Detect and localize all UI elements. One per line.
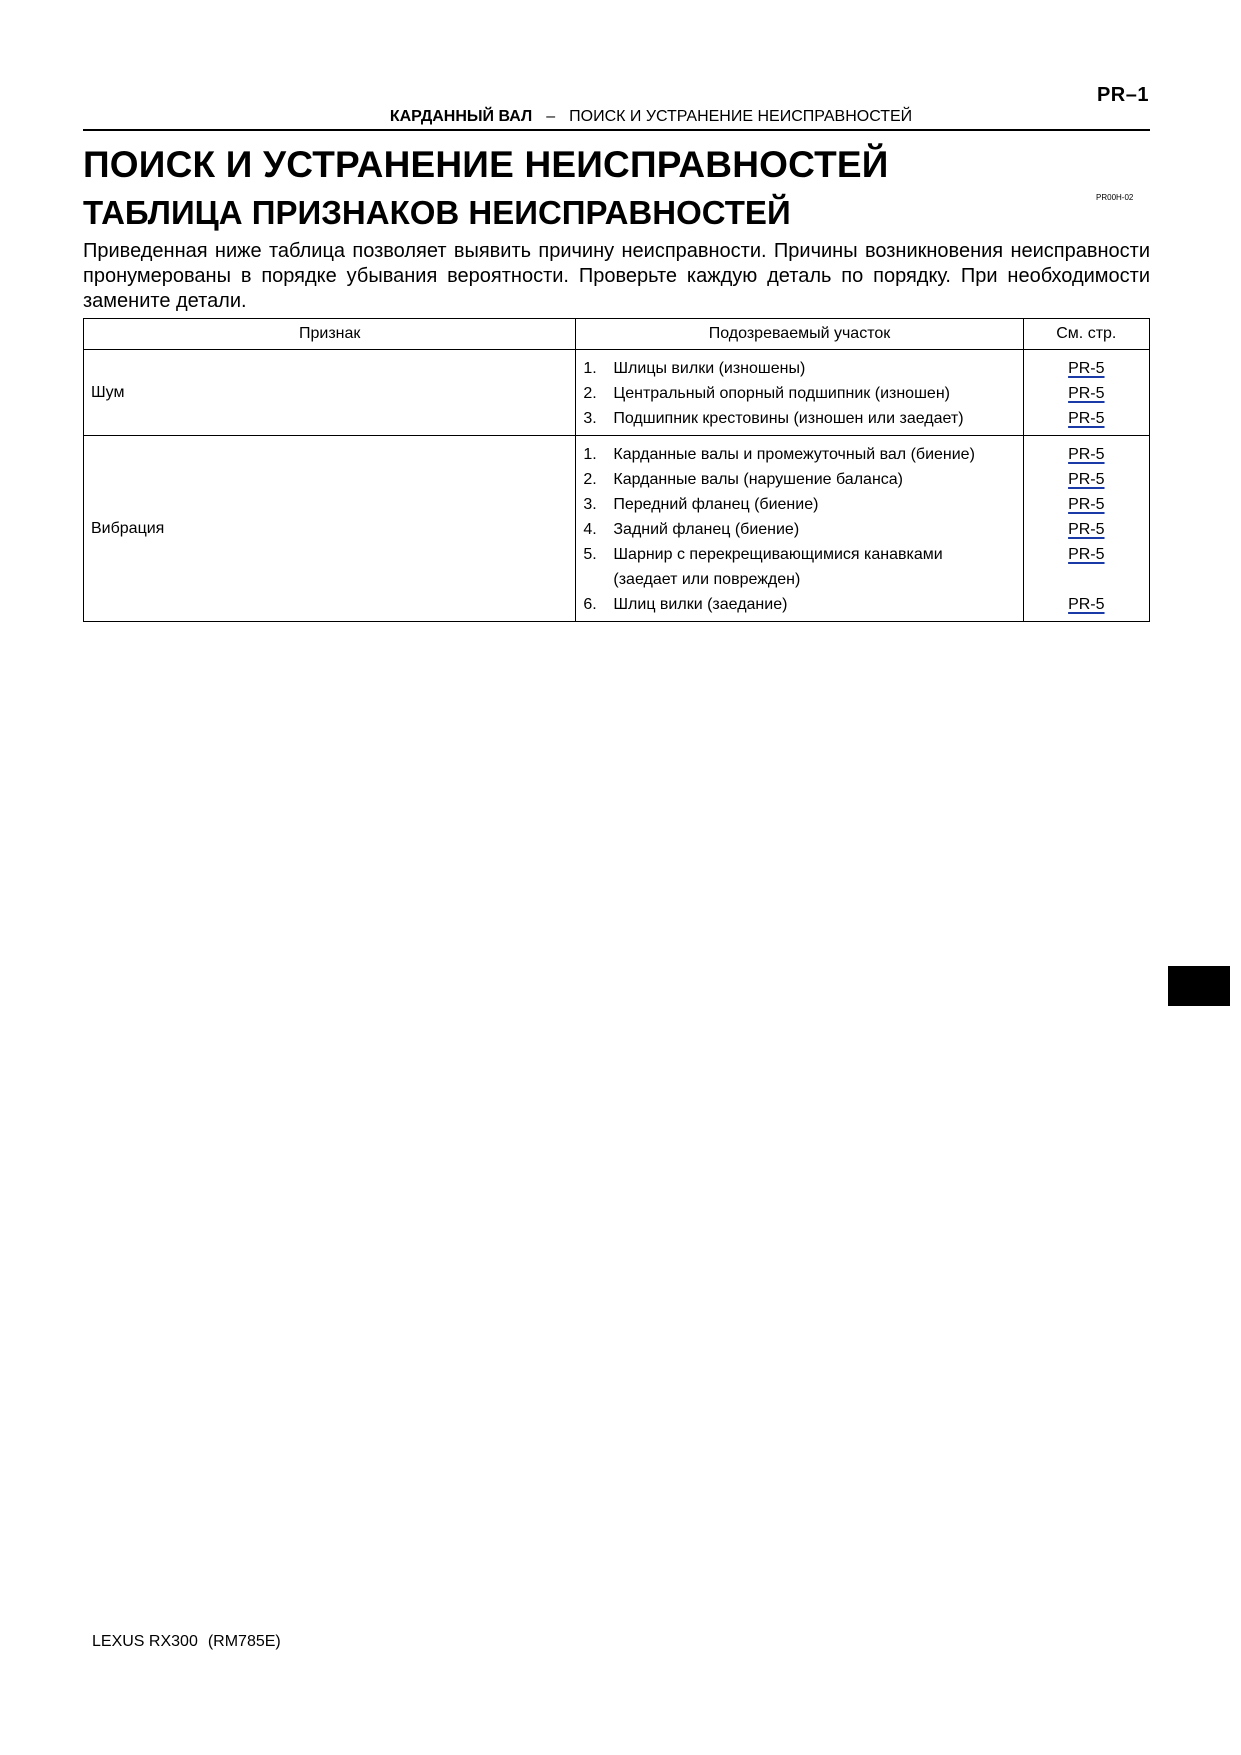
- header-separator: –: [546, 108, 556, 125]
- page-ref-link[interactable]: PR-5: [1068, 521, 1105, 538]
- list-item: 1. Шлицы вилки (изношены): [583, 360, 806, 377]
- suspect-area-cell: [576, 350, 1023, 436]
- symptom-cell: Вибрация: [84, 436, 576, 622]
- table-header-row: [84, 319, 1150, 350]
- footer-code: (RM785E): [207, 1633, 281, 1650]
- list-item: 2. Центральный опорный подшипник (изношен): [583, 385, 950, 402]
- doc-code: PR00H-02: [1096, 193, 1134, 202]
- symptom-cell: Шум: [84, 350, 576, 436]
- page-ref-link[interactable]: PR-5: [1068, 596, 1105, 613]
- page-title: ПОИСК И УСТРАНЕНИЕ НЕИСПРАВНОСТЕЙ: [83, 144, 889, 185]
- page-ref-link[interactable]: PR-5: [1068, 446, 1105, 463]
- list-item: 1. Карданные валы и промежуточный вал (биение): [583, 446, 975, 463]
- page-ref-link[interactable]: PR-5: [1068, 546, 1105, 563]
- list-item: 6. Шлиц вилки (заедание): [583, 596, 788, 613]
- page-ref-link[interactable]: PR-5: [1068, 385, 1105, 402]
- page-ref-link[interactable]: PR-5: [1068, 471, 1105, 488]
- table-row: [84, 350, 1150, 436]
- list-item: 3. Передний фланец (биение): [583, 496, 819, 513]
- chapter-title: КАРДАННЫЙ ВАЛ: [389, 108, 533, 125]
- page-subtitle: ТАБЛИЦА ПРИЗНАКОВ НЕИСПРАВНОСТЕЙ: [83, 194, 791, 231]
- page-ref-link[interactable]: PR-5: [1068, 496, 1105, 513]
- see-page-cell: [1023, 436, 1149, 622]
- page-number: PR–1: [1096, 84, 1149, 106]
- footer: [92, 1633, 281, 1651]
- suspect-area-list: [576, 436, 1022, 621]
- list-item: 4. Задний фланец (биение): [583, 521, 800, 538]
- page-ref-list: [1024, 350, 1149, 435]
- section-title: ПОИСК И УСТРАНЕНИЕ НЕИСПРАВНОСТЕЙ: [569, 108, 913, 125]
- symptom-table: [83, 318, 1150, 622]
- table-row: [84, 436, 1150, 622]
- intro-paragraph: Приведенная ниже таблица позволяет выявить причину неисправности. Причины возникновения неисправности пронумерованы в порядке убывания вероятности. Проверьте каждую деталь по порядку. При необходимости замените детали.: [83, 240, 1150, 312]
- header-rule: [83, 129, 1150, 131]
- suspect-area-cell: [576, 436, 1023, 622]
- running-header: [83, 108, 1149, 126]
- header-suspect-area: Подозреваемый участок: [576, 319, 1023, 350]
- list-item: (заедает или поврежден): [613, 571, 801, 588]
- header-symptom: Признак: [84, 319, 576, 350]
- suspect-area-list: [576, 350, 1022, 435]
- list-item: 2. Карданные валы (нарушение баланса): [583, 471, 903, 488]
- footer-model: LEXUS RX300: [92, 1633, 198, 1650]
- header-see-page: См. стр.: [1023, 319, 1149, 350]
- page-ref-link[interactable]: PR-5: [1068, 360, 1105, 377]
- list-item: 5. Шарнир с перекрещивающимися канавками: [583, 546, 943, 563]
- see-page-cell: [1023, 350, 1149, 436]
- list-item: 3. Подшипник крестовины (изношен или заедает): [583, 410, 964, 427]
- page-ref-list: [1024, 436, 1149, 621]
- page-ref-link[interactable]: PR-5: [1068, 410, 1105, 427]
- section-tab-marker: [1168, 966, 1230, 1006]
